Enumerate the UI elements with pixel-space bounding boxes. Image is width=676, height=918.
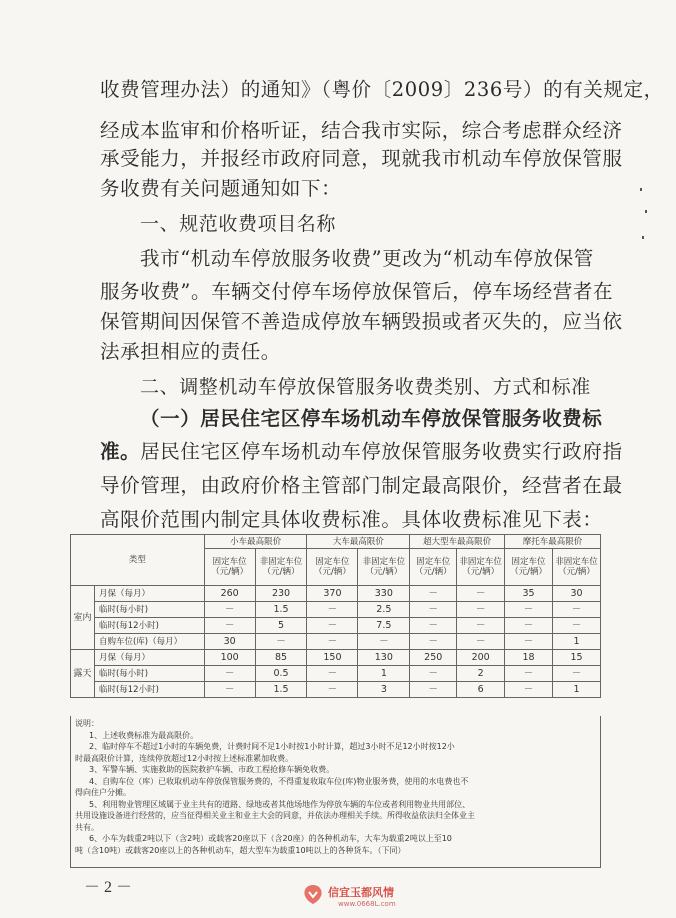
table-cell: － — [410, 666, 457, 682]
table-cell: － — [457, 586, 505, 602]
section-heading-2: 二、调整机动车停放保管服务收费类别、方式和标准 — [140, 376, 591, 398]
table-row — [71, 650, 601, 666]
group-header: 超大型车最高限价 — [410, 535, 505, 549]
table-cell: 15 — [553, 650, 601, 666]
table-cell: 200 — [457, 650, 505, 666]
note-item: 2、临时停车不超过1小时的车辆免费，计费时间不足1小时按1小时计算，超过3小时不足12小时按12小 — [89, 742, 455, 751]
table-cell: － — [410, 618, 457, 634]
row-label: 自购车位(库)（每月） — [94, 634, 204, 650]
paragraph-line: 法承担相应的责任。 — [100, 340, 281, 363]
table-cell: － — [307, 634, 358, 650]
table-cell: － — [410, 682, 457, 698]
table-cell: 1.5 — [255, 682, 307, 698]
table-cell: 1 — [553, 682, 601, 698]
table-cell: 35 — [505, 586, 553, 602]
table-cell: 0.5 — [255, 666, 307, 682]
table-cell: 260 — [204, 586, 255, 602]
table-cell: － — [307, 618, 358, 634]
paragraph-text: 居民住宅区停车场机动车停放保管服务收费实行政府指 — [140, 440, 623, 463]
note-item-cont: 得向住户分摊。 — [75, 788, 131, 797]
subsection-heading: （一）居民住宅区停车场机动车停放保管服务收费标 — [140, 407, 603, 430]
table-cell: － — [307, 666, 358, 682]
note-item: 3、军警车辆、实施救助的医院救护车辆、市政工程抢修车辆免收费。 — [89, 765, 335, 774]
table-row — [71, 586, 601, 602]
group-header: 小车最高限价 — [204, 535, 307, 549]
table-cell: － — [204, 666, 255, 682]
subsection-heading-end: 准。 — [100, 440, 141, 463]
watermark-text: 信宜玉都风情 — [328, 886, 394, 899]
column-header: 固定车位（元/辆） — [204, 549, 255, 586]
table-cell: 6 — [457, 682, 505, 698]
table-cell: － — [410, 634, 457, 650]
column-header: 固定车位（元/辆） — [505, 549, 553, 586]
row-label: 月保（每月） — [94, 586, 204, 602]
note-item: 6、小车为载重2吨以下（含2吨）或载客20座以下（含20座）的各种机动车，大车为载重2吨以上至10 — [89, 834, 452, 843]
note-item-cont: 共有。 — [75, 822, 99, 832]
column-header: 非固定车位（元/辆） — [553, 549, 601, 586]
table-cell: － — [505, 618, 553, 634]
row-label: 临时(每小时) — [94, 666, 204, 682]
table-cell: 1 — [358, 666, 410, 682]
table-cell: － — [457, 634, 505, 650]
row-label: 临时(每12小时) — [94, 682, 204, 698]
table-cell: 2 — [457, 666, 505, 682]
table-cell: － — [410, 586, 457, 602]
paragraph-line: 承受能力，并报经市政府同意，现就我市机动车停放保管服 — [100, 147, 623, 170]
note-item: 4、自购车位（库）已收取机动车停放保管服务费的，不得重复收取车位(库)物业服务费，使用的水电费也不 — [89, 776, 469, 786]
fee-table — [70, 534, 601, 698]
table-cell: 3 — [358, 682, 410, 698]
column-header: 固定车位（元/辆） — [307, 549, 358, 586]
table-cell: － — [553, 602, 601, 618]
table-row — [71, 618, 601, 634]
table-cell: 5 — [255, 618, 307, 634]
page-number: － 2 － — [84, 879, 133, 896]
table-cell: 370 — [307, 586, 358, 602]
table-cell: － — [358, 634, 410, 650]
table-cell: 150 — [307, 650, 358, 666]
paragraph-line — [100, 440, 623, 464]
location-outdoor: 露天 — [71, 650, 95, 698]
watermark — [300, 880, 430, 916]
type-header: 类型 — [71, 535, 205, 586]
table-cell: － — [204, 682, 255, 698]
table-cell: － — [505, 602, 553, 618]
table-row — [71, 682, 601, 698]
watermark-url: www.0668L.com — [338, 900, 396, 908]
row-label: 月保（每月） — [94, 650, 204, 666]
location-indoor: 室内 — [71, 586, 95, 650]
table-row — [71, 666, 601, 682]
table-cell: 130 — [358, 650, 410, 666]
table-cell: 250 — [410, 650, 457, 666]
table-cell: 230 — [255, 586, 307, 602]
table-notes — [70, 716, 601, 868]
group-header: 摩托车最高限价 — [505, 535, 601, 549]
row-label: 临时(每小时) — [94, 602, 204, 618]
table-cell: 2.5 — [358, 602, 410, 618]
watermark-logo-icon — [300, 882, 326, 908]
table-cell: － — [553, 666, 601, 682]
paragraph-line: 我市“机动车停放服务收费”更改为“机动车停放保管 — [140, 247, 594, 270]
table-cell: 18 — [505, 650, 553, 666]
column-header: 固定车位（元/辆） — [410, 549, 457, 586]
paragraph-line: 经成本监审和价格听证，结合我市实际，综合考虑群众经济 — [100, 119, 623, 142]
paragraph-line: 高限价范围内制定具体收费标准。具体收费标准见下表： — [100, 508, 603, 531]
column-header: 非固定车位（元/辆） — [358, 549, 410, 586]
note-item-cont: 吨（含10吨）或载客20座以上的各种机动车，超大型车为载重10吨以上的各种货车。（下同） — [75, 845, 406, 855]
table-cell: － — [307, 602, 358, 618]
table-cell: － — [307, 682, 358, 698]
table-cell: 7.5 — [358, 618, 410, 634]
table-cell: － — [505, 682, 553, 698]
paragraph-line: 保管期间因保管不善造成停放车辆毁损或者灭失的，应当依 — [100, 310, 623, 333]
table-cell: － — [204, 602, 255, 618]
table-cell: － — [255, 634, 307, 650]
table-cell: － — [204, 618, 255, 634]
table-cell: 30 — [553, 586, 601, 602]
table-cell: － — [505, 666, 553, 682]
table-cell: 330 — [358, 586, 410, 602]
row-label: 临时(每12小时) — [94, 618, 204, 634]
paragraph-line: 务收费有关问题通知如下： — [100, 177, 342, 200]
table-cell: － — [410, 602, 457, 618]
table-cell: － — [553, 618, 601, 634]
group-header: 大车最高限价 — [307, 535, 410, 549]
paragraph-line: 收费管理办法）的通知》（粤价〔2009〕236号）的有关规定， — [100, 78, 664, 101]
table-cell: 100 — [204, 650, 255, 666]
table-cell: 30 — [204, 634, 255, 650]
paragraph-line: 服务收费”。车辆交付停车场停放保管后，停车场经营者在 — [100, 280, 614, 303]
table-cell: 1 — [553, 634, 601, 650]
section-heading-1: 一、规范收费项目名称 — [140, 213, 337, 235]
notes-title: 说明： — [75, 719, 99, 728]
paragraph-line: 导价管理，由政府价格主管部门制定最高限价，经营者在最 — [100, 474, 623, 497]
column-header: 非固定车位（元/辆） — [457, 549, 505, 586]
table-row — [71, 602, 601, 618]
note-item-cont: 时最高限价计算，连续停放超过12小时按上述标准累加收费。 — [75, 753, 294, 763]
note-item: 1、上述收费标准为最高限价。 — [89, 730, 199, 740]
note-item: 5、利用物业管理区域属于业主共有的道路、绿地或者其他场地作为停放车辆的车位或者利用物业共用部位、 — [89, 799, 471, 809]
column-header: 非固定车位（元/辆） — [255, 549, 307, 586]
table-cell: － — [457, 618, 505, 634]
table-cell: － — [505, 634, 553, 650]
table-cell: 85 — [255, 650, 307, 666]
table-cell: － — [457, 602, 505, 618]
note-item-cont: 共用设施设备进行经营的，应当征得相关业主和业主大会的同意，并依法办理相关手续。所得收益依法归全体业主 — [75, 811, 475, 820]
table-row — [71, 634, 601, 650]
table-cell: 1.5 — [255, 602, 307, 618]
